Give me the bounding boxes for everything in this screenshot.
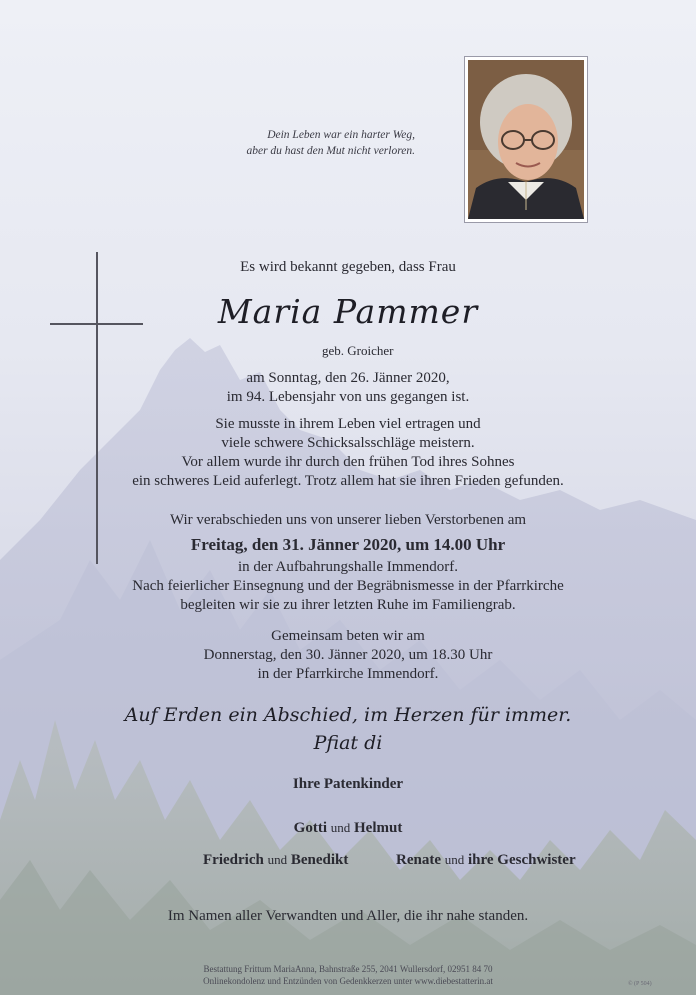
bio-line-2: viele schwere Schicksalsschläge meistern. — [221, 435, 475, 451]
portrait-photo — [464, 56, 588, 223]
footer-line-2: Onlinekondolenz und Entzünden von Gedenkkerzen unter www.diebestatterin.at — [203, 976, 493, 986]
mourners-pair-1 — [0, 818, 696, 838]
mourner-name: ihre Geschwister — [468, 852, 576, 868]
farewell-line-1: in der Aufbahrungshalle Immendorf. — [238, 559, 458, 575]
mourner-name: Friedrich — [203, 852, 264, 868]
deceased-name: Maria Pammer — [217, 292, 479, 331]
mourners-pair-3 — [396, 850, 576, 870]
closing-line: Im Namen aller Verwandten und Aller, die ihr nahe standen. — [167, 908, 529, 924]
motto-line-1: Auf Erden ein Abschied, im Herzen für immer. — [124, 704, 572, 726]
death-notice — [0, 369, 696, 407]
footer-line-1: Bestattung Frittum MariaAnna, Bahnstraße 255, 2041 Wullersdorf, 02951 84 70 — [203, 964, 493, 974]
prayer-line-1: Gemeinsam beten wir am — [271, 628, 425, 644]
funeral-details — [0, 558, 696, 615]
print-code: © (P 504) — [628, 981, 652, 987]
mourner-name: Gotti — [293, 820, 327, 836]
farewell-line-3: begleiten wir sie zu ihrer letzten Ruhe im Familiengrab. — [180, 597, 516, 613]
motto-line-2: Pfiat di — [313, 732, 383, 754]
mourners-pair-2 — [203, 850, 348, 870]
farewell-line-2: Nach feierlicher Einsegnung und der Begräbnismesse in der Pfarrkirche — [132, 578, 564, 594]
mourner-name: Helmut — [354, 820, 403, 836]
death-line-1: am Sonntag, den 26. Jänner 2020, — [246, 370, 450, 386]
death-line-2: im 94. Lebensjahr von uns gegangen ist. — [226, 389, 470, 405]
memorial-quote — [205, 127, 415, 159]
biography — [0, 415, 696, 491]
maiden-name: geb. Groicher — [322, 343, 394, 358]
mourner-name: Benedikt — [290, 852, 349, 868]
mourner-conjunction: und — [267, 852, 288, 867]
prayer-line-3: in der Pfarrkirche Immendorf. — [257, 666, 439, 682]
mourner-name: Renate — [396, 852, 441, 868]
bio-line-4: ein schweres Leid auferlegt. Trotz allem hat sie ihren Frieden gefunden. — [132, 473, 564, 489]
footer — [0, 963, 696, 987]
bio-line-1: Sie musste in ihrem Leben viel ertragen und — [215, 416, 481, 432]
prayer-notice — [0, 627, 696, 684]
portrait-image — [468, 60, 584, 219]
quote-line-1: Dein Leben war ein harter Weg, — [267, 129, 415, 141]
announcement-intro: Es wird bekannt gegeben, dass Frau — [240, 259, 456, 275]
prayer-line-2: Donnerstag, den 30. Jänner 2020, um 18.30 Uhr — [203, 647, 493, 663]
mourner-conjunction: und — [330, 820, 351, 835]
quote-line-2: aber du hast den Mut nicht verloren. — [246, 145, 415, 157]
farewell-intro: Wir verabschieden uns von unserer lieben Verstorbenen am — [169, 512, 527, 528]
mourner-conjunction: und — [444, 852, 465, 867]
bio-line-3: Vor allem wurde ihr durch den frühen Tod ihres Sohnes — [181, 454, 515, 470]
funeral-date: Freitag, den 31. Jänner 2020, um 14.00 Uhr — [190, 535, 506, 554]
mourners-heading: Ihre Patenkinder — [292, 776, 404, 792]
